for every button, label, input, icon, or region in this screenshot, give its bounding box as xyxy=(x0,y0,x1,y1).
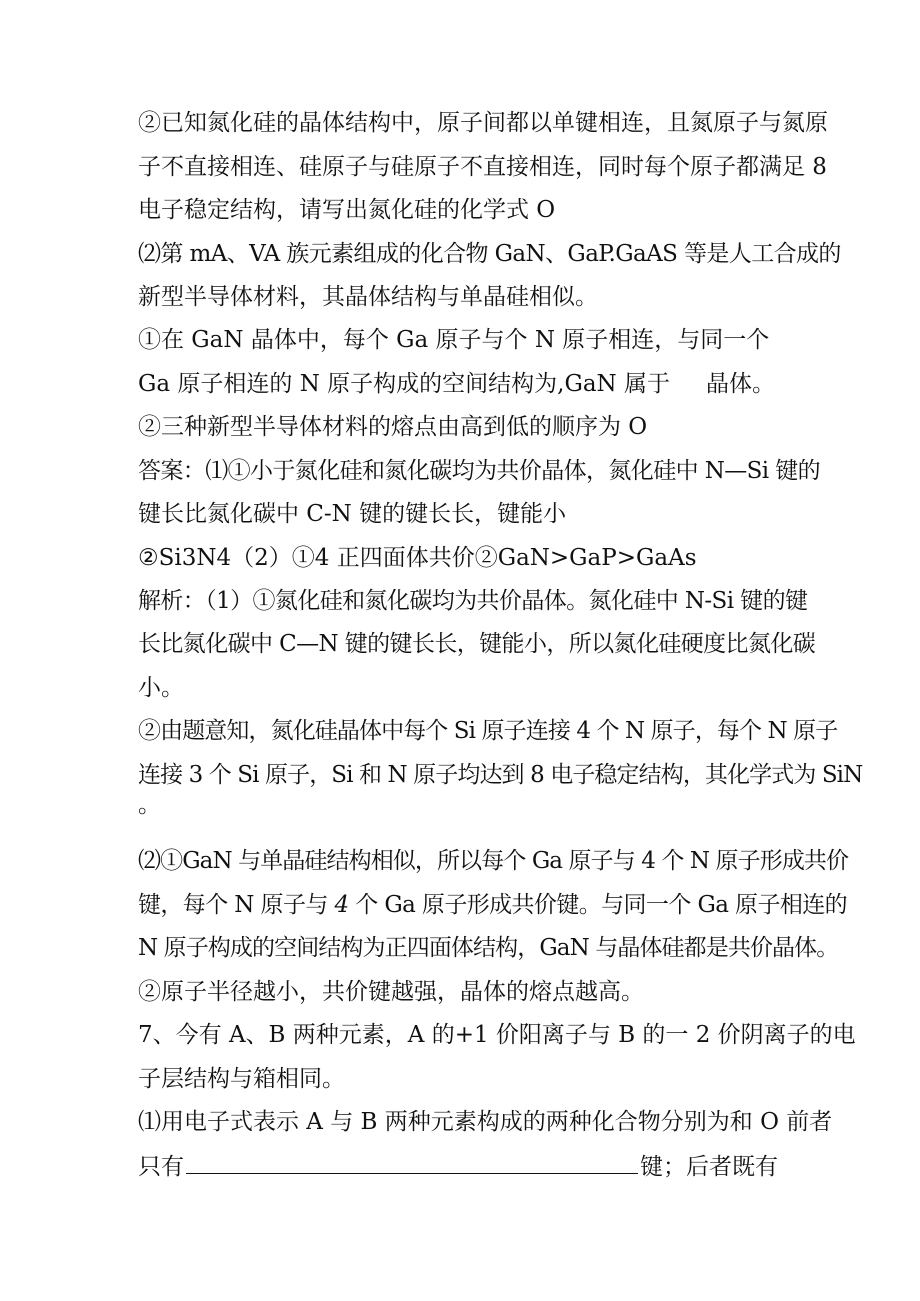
text-segment: 个 Ga 原子形成共价键。与同一个 Ga 原子相连的 xyxy=(348,892,848,918)
text-line: ②三种新型半导体材料的熔点由高到低的顺序为 O xyxy=(138,414,648,440)
text-line: ①在 GaN 晶体中，每个 Ga 原子与个 N 原子相连，与同一个 xyxy=(138,327,770,353)
text-segment: 键；后者既有 xyxy=(640,1154,778,1180)
text-line: 连接 3 个 Si 原子，Si 和 N 原子均达到 8 电子稳定结构，其化学式为 SiN xyxy=(138,762,863,788)
text-line: 键长比氮化碳中 C-N 键的键长长，键能小 xyxy=(138,501,567,527)
text-line: ②已知氮化硅的晶体结构中，原子间都以单键相连，且氮原子与氮原 xyxy=(138,110,828,136)
text-line: ⑴用电子式表示 A 与 B 两种元素构成的两种化合物分别为和 O 前者 xyxy=(138,1109,833,1135)
text-line xyxy=(138,369,908,399)
text-segment: 晶体。 xyxy=(705,371,775,397)
text-segment: 键，每个 N 原子与 xyxy=(138,892,335,918)
text-line: 子不直接相连、硅原子与硅原子不直接相连，同时每个原子都满足 8 xyxy=(138,154,827,180)
text-line: 长比氮化碳中 C—N 键的键长长，键能小，所以氮化硅硬度比氮化碳 xyxy=(138,631,816,657)
text-line: ②Si3N4（2）①4 正四面体共价②GaN>GaP>GaAs xyxy=(138,545,697,571)
text-line: ⑵第 mA、VA 族元素组成的化合物 GaN、GaP.GaAS 等是人工合成的 xyxy=(138,241,841,267)
text-segment: Ga 原子相连的 N 原子构成的空间结构为,GaN 属于 xyxy=(138,371,670,397)
text-line xyxy=(138,890,908,920)
text-line: 新型半导体材料，其晶体结构与单晶硅相似。 xyxy=(138,284,598,310)
text-line: 。 xyxy=(138,792,161,818)
text-line: ⑵①GaN 与单晶硅结构相似，所以每个 Ga 原子与 4 个 N 原子形成共价 xyxy=(138,848,849,874)
text-line: ②原子半径越小，共价键越强，晶体的熔点越高。 xyxy=(138,979,644,1005)
text-line: 答案：⑴①小于氮化硅和氮化碳均为共价晶体，氮化硅中 N—Si 键的 xyxy=(138,458,821,484)
text-line: 小。 xyxy=(138,675,184,701)
text-line: 7、今有 A、B 两种元素，A 的+1 价阳离子与 B 的一 2 价阴离子的电 xyxy=(138,1022,856,1048)
number-four: 4 xyxy=(334,892,349,918)
text-line: N 原子构成的空间结构为正四面体结构，GaN 与晶体硅都是共价晶体。 xyxy=(138,935,839,961)
text-line: ②由题意知，氮化硅晶体中每个 Si 原子连接 4 个 N 原子，每个 N 原子 xyxy=(138,718,838,744)
text-line: 电子稳定结构，请写出氮化硅的化学式 O xyxy=(138,197,556,223)
text-line: 子层结构与箱相同。 xyxy=(138,1066,345,1092)
text-line: 解析：（1）①氮化硅和氮化碳均为共价晶体。氮化硅中 N-Si 键的键 xyxy=(138,588,808,614)
answer-blank xyxy=(186,1151,638,1174)
text-line xyxy=(138,1151,908,1182)
text-segment: 只有 xyxy=(138,1154,184,1180)
